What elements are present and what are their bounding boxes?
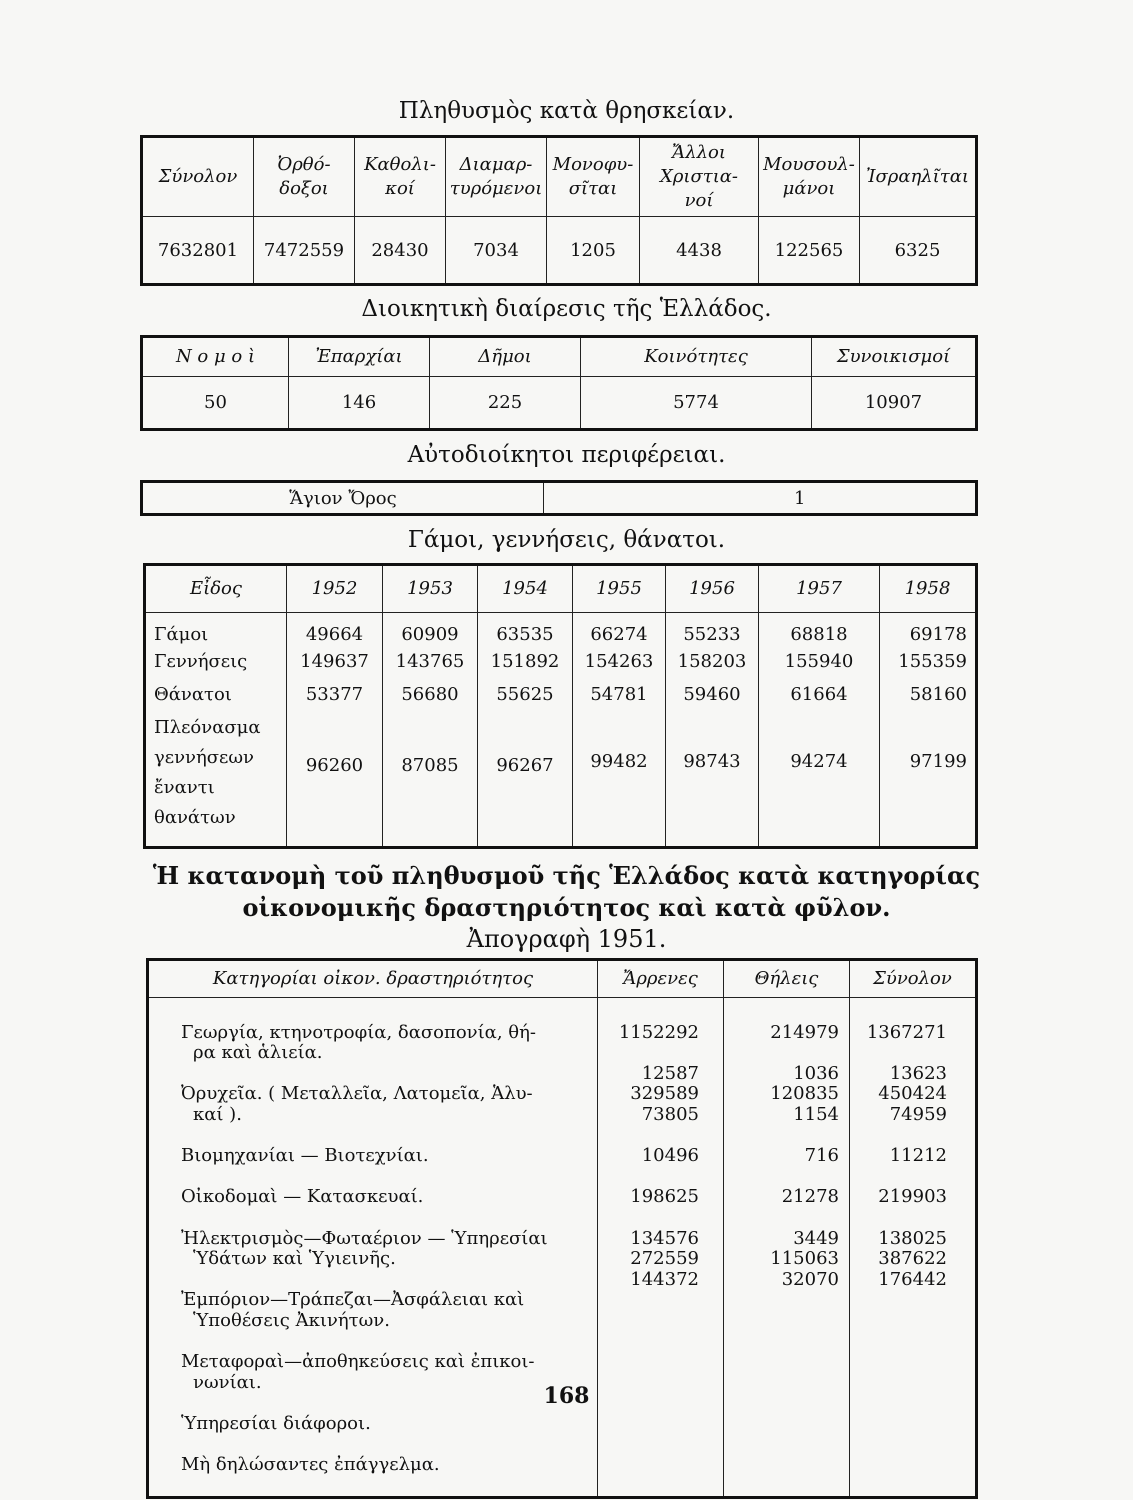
- vital-row-label: Θάνατοι: [145, 678, 287, 711]
- religion-value: 4438: [640, 217, 759, 285]
- occupation-cell: 73805: [641, 1103, 699, 1125]
- page-number: 168: [543, 1383, 590, 1409]
- vital-cell: 158203: [666, 645, 759, 678]
- vital-cell: 154263: [573, 645, 666, 678]
- vital-cell: 68818: [759, 613, 880, 646]
- vital-cell: 97199: [880, 711, 977, 848]
- admin-title: Διοικητικὴ διαίρεσις τῆς Ἑλλάδος.: [361, 296, 772, 322]
- religion-header: Διαμαρ- τυρόμενοι: [446, 137, 547, 217]
- occupation-row-label: Ἠλεκτρισμὸς—Φωταέριον — Ὑπηρεσίαι Ὑδάτων καὶ Ὑγιεινῆς.: [181, 1227, 548, 1270]
- autonomous-value: 1: [544, 482, 977, 515]
- religion-header: Ὀρθό- δοξοι: [254, 137, 355, 217]
- vital-cell: 55233: [666, 613, 759, 646]
- occupation-cell: 1154: [793, 1103, 839, 1125]
- occupation-total-column: [850, 998, 977, 1498]
- occupation-cell: 74959: [889, 1103, 947, 1125]
- occupation-row-label: Μὴ δηλώσαντες ἐπάγγελμα.: [181, 1454, 440, 1476]
- religion-header: Καθολι- κοί: [355, 137, 446, 217]
- vital-cell: 96260: [287, 711, 383, 848]
- vital-header: 1956: [666, 565, 759, 613]
- admin-value: 10907: [812, 377, 977, 430]
- vital-cell: 49664: [287, 613, 383, 646]
- occupation-cell: 716: [804, 1145, 839, 1167]
- occupation-row-label: Ὑπηρεσίαι διάφοροι.: [181, 1412, 371, 1434]
- occupation-labels: [148, 998, 598, 1498]
- occupation-subtitle: Ἀπογραφὴ 1951.: [466, 925, 667, 953]
- occupation-row-label: Μεταφοραὶ—ἀποθηκεύσεις καὶ ἐπικοι- νωνίαι.: [181, 1351, 535, 1393]
- vital-cell: 54781: [573, 678, 666, 711]
- autonomous-name: Ἅγιον Ὄρος: [142, 482, 544, 515]
- religion-header: Ἰσραηλῖται: [860, 137, 977, 217]
- admin-header: Κοινότητες: [581, 337, 812, 377]
- admin-value: 5774: [581, 377, 812, 430]
- vital-cell: 61664: [759, 678, 880, 711]
- occupation-header: Κατηγορίαι οἰκον. δραστηριότητος: [148, 960, 598, 998]
- occupation-title-line2: οἰκονομικῆς δραστηριότητος καὶ κατὰ φῦλον.: [242, 893, 891, 922]
- occupation-header: Ἄρρενες: [598, 960, 724, 998]
- admin-value: 146: [289, 377, 430, 430]
- occupation-cell: 134576: [630, 1227, 699, 1249]
- vital-cell: 151892: [478, 645, 573, 678]
- religion-value: 1205: [547, 217, 640, 285]
- occupation-cell: 12587: [641, 1062, 699, 1084]
- vital-cell: 98743: [666, 711, 759, 848]
- vital-header: 1957: [759, 565, 880, 613]
- vital-row-label: Πλεόνασμα γεννήσεων ἔναντι θανάτων: [145, 711, 287, 848]
- occupation-cell: 450424: [878, 1083, 947, 1105]
- autonomous-table: [140, 480, 978, 516]
- occupation-row-label: Γεωργία, κτηνοτροφία, δασοπονία, θή- ρα καὶ ἁλιεία.: [181, 1021, 536, 1064]
- vital-cell: 155359: [880, 645, 977, 678]
- occupation-title-line1: Ἡ κατανομὴ τοῦ πληθυσμοῦ τῆς Ἑλλάδος κατὰ κατηγορίας: [152, 861, 981, 890]
- vital-header: 1954: [478, 565, 573, 613]
- occupation-cell: 1367271: [866, 1021, 947, 1043]
- vital-table: [143, 563, 978, 849]
- vital-cell: 149637: [287, 645, 383, 678]
- occupation-cell: 3449: [793, 1227, 839, 1249]
- autonomous-title: Αὐτοδιοίκητοι περιφέρειαι.: [407, 442, 726, 468]
- vital-cell: 59460: [666, 678, 759, 711]
- occupation-cell: 198625: [630, 1186, 699, 1208]
- occupation-cell: 13623: [889, 1062, 947, 1084]
- vital-cell: 96267: [478, 711, 573, 848]
- occupation-cell: 11212: [889, 1145, 947, 1167]
- admin-header: Δῆμοι: [430, 337, 581, 377]
- occupation-cell: 272559: [630, 1248, 699, 1270]
- vital-header: 1955: [573, 565, 666, 613]
- religion-value: 28430: [355, 217, 446, 285]
- vital-cell: 99482: [573, 711, 666, 848]
- occupation-header: Σύνολον: [850, 960, 977, 998]
- religion-value: 7034: [446, 217, 547, 285]
- occupation-cell: 176442: [878, 1268, 947, 1290]
- vital-header: 1952: [287, 565, 383, 613]
- occupation-cell: 115063: [770, 1248, 839, 1270]
- occupation-cell: 10496: [641, 1145, 699, 1167]
- vital-header: 1958: [880, 565, 977, 613]
- occupation-female-column: [724, 998, 850, 1498]
- occupation-cell: 219903: [878, 1186, 947, 1208]
- religion-value: 122565: [759, 217, 860, 285]
- vital-cell: 63535: [478, 613, 573, 646]
- religion-value: 6325: [860, 217, 977, 285]
- occupation-male-column: [598, 998, 724, 1498]
- vital-cell: 143765: [383, 645, 478, 678]
- religion-header: Μουσουλ- μάνοι: [759, 137, 860, 217]
- occupation-cell: 214979: [770, 1021, 839, 1043]
- vital-cell: 87085: [383, 711, 478, 848]
- religion-header: Μονοφυ- σῖται: [547, 137, 640, 217]
- vital-cell: 58160: [880, 678, 977, 711]
- occupation-cell: 138025: [878, 1227, 947, 1249]
- vital-header: 1953: [383, 565, 478, 613]
- occupation-cell: 1036: [793, 1062, 839, 1084]
- occupation-cell: 1152292: [618, 1021, 699, 1043]
- occupation-row-label: Οἰκοδομαὶ — Κατασκευαί.: [181, 1186, 424, 1208]
- admin-header: Συνοικισμοί: [812, 337, 977, 377]
- occupation-cell: 387622: [878, 1248, 947, 1270]
- occupation-table: [146, 958, 978, 1499]
- vital-cell: 60909: [383, 613, 478, 646]
- religion-header: Σύνολον: [142, 137, 254, 217]
- vital-title: Γάμοι, γεννήσεις, θάνατοι.: [407, 527, 726, 553]
- admin-table: [140, 335, 978, 431]
- occupation-header: Θήλεις: [724, 960, 850, 998]
- vital-cell: 53377: [287, 678, 383, 711]
- admin-header: Ν ο μ ο ὶ: [142, 337, 289, 377]
- religion-header: Ἄλλοι Χριστια- νοί: [640, 137, 759, 217]
- religion-title: Πληθυσμὸς κατὰ θρησκείαν.: [398, 98, 735, 124]
- vital-cell: 94274: [759, 711, 880, 848]
- religion-table: [140, 135, 978, 286]
- occupation-cell: 21278: [781, 1186, 839, 1208]
- vital-cell: 66274: [573, 613, 666, 646]
- vital-cell: 69178: [880, 613, 977, 646]
- vital-cell: 155940: [759, 645, 880, 678]
- occupation-cell: 329589: [630, 1083, 699, 1105]
- admin-header: Ἐπαρχίαι: [289, 337, 430, 377]
- vital-header: Εἶδος: [145, 565, 287, 613]
- occupation-row-label: Ὀρυχεῖα. ( Μεταλλεῖα, Λατομεῖα, Ἁλυ- καί ).: [181, 1083, 533, 1125]
- occupation-cell: 120835: [770, 1083, 839, 1105]
- vital-row-label: Γάμοι: [145, 613, 287, 646]
- occupation-row-label: Ἐμπόριον—Τράπεζαι—Ἀσφάλειαι καὶ Ὑποθέσεις Ἀκινήτων.: [181, 1289, 525, 1331]
- religion-value: 7632801: [142, 217, 254, 285]
- occupation-row-label: Βιομηχανίαι — Βιοτεχνίαι.: [181, 1145, 429, 1167]
- religion-value: 7472559: [254, 217, 355, 285]
- vital-cell: 55625: [478, 678, 573, 711]
- occupation-cell: 144372: [630, 1268, 699, 1290]
- admin-value: 225: [430, 377, 581, 430]
- vital-row-label: Γεννήσεις: [145, 645, 287, 678]
- vital-cell: 56680: [383, 678, 478, 711]
- admin-value: 50: [142, 377, 289, 430]
- occupation-cell: 32070: [781, 1268, 839, 1290]
